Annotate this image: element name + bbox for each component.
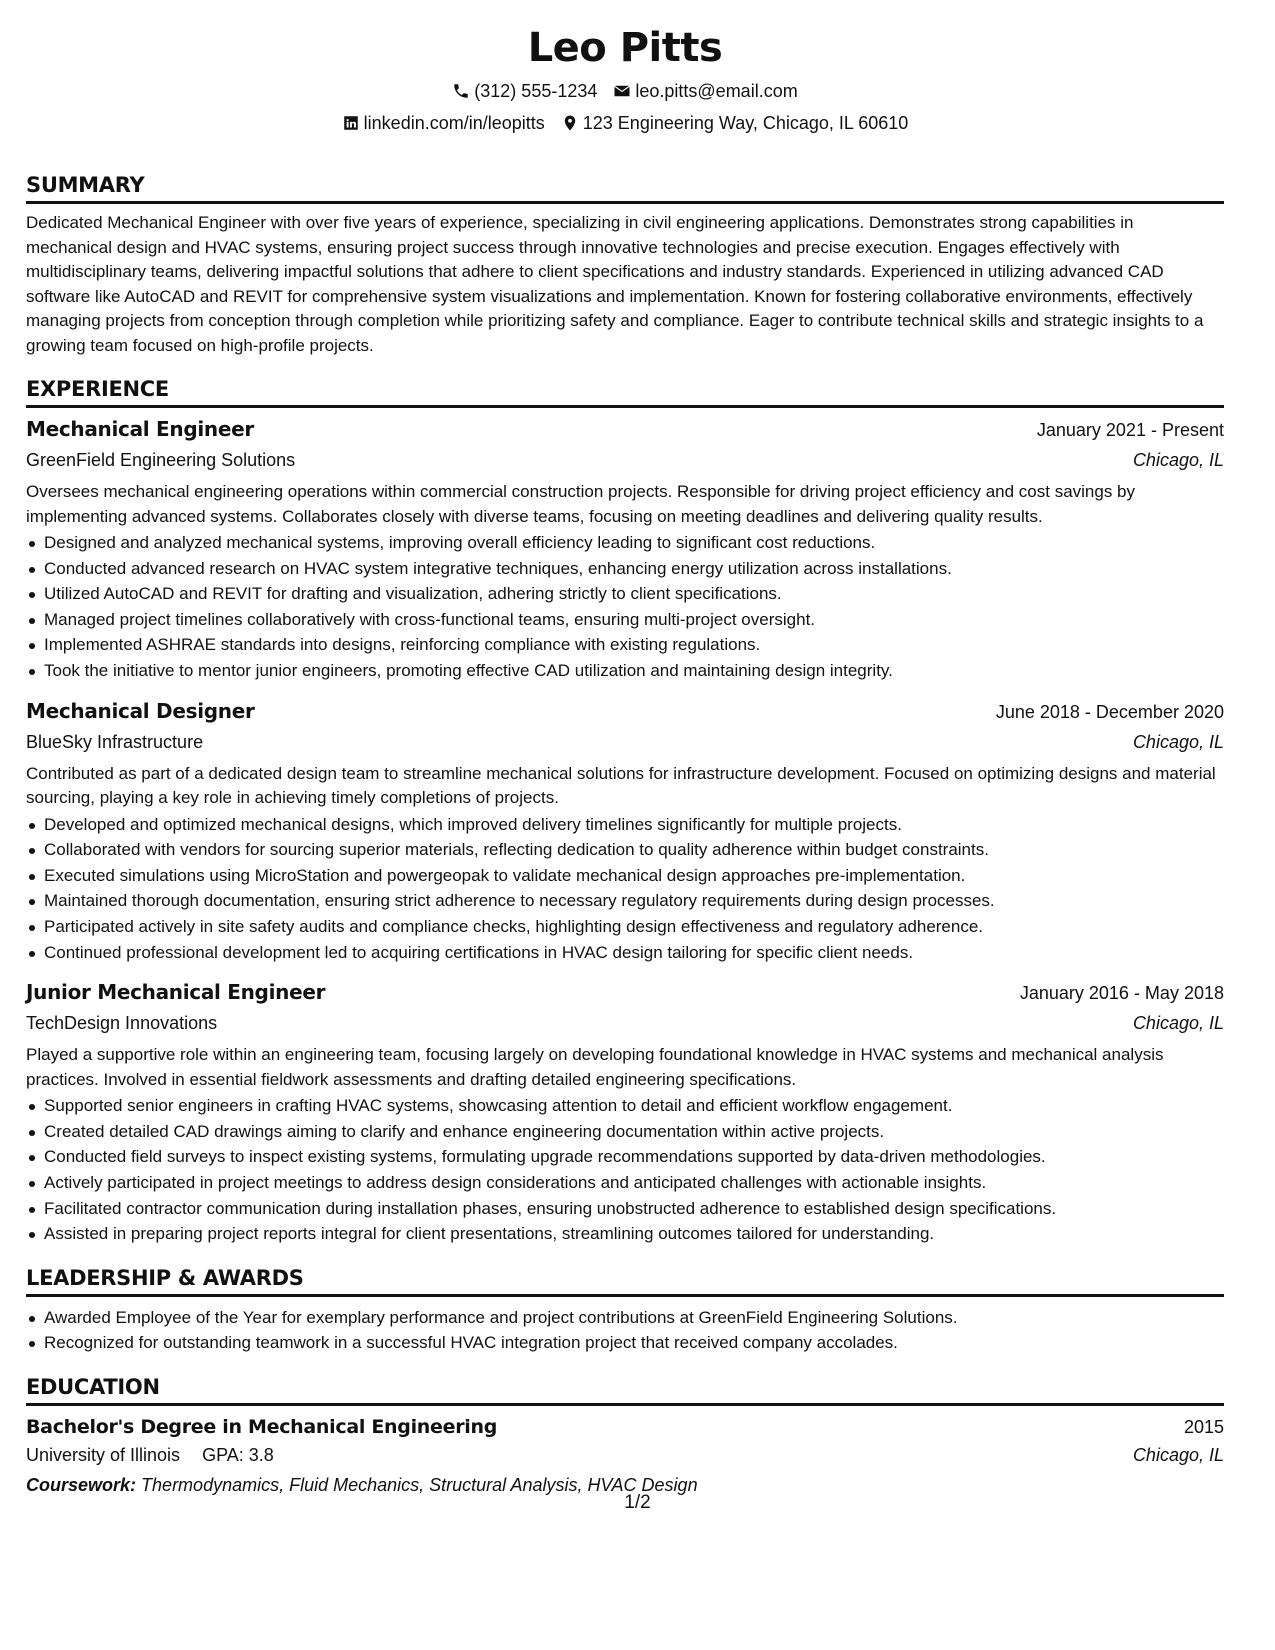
job-bullets — [26, 530, 1224, 684]
contact-row-secondary — [26, 112, 1224, 134]
job-location: Chicago, IL — [1132, 731, 1224, 752]
page-number: 1/2 — [624, 1492, 651, 1513]
job-description: Played a supportive role within an engineering team, focusing largely on developing foundational knowledge in HVAC systems and mechanical analysis practices. Involved in essential fieldwork assessments and drafting detailed engineering specifications. — [26, 1045, 1164, 1089]
leadership-heading: LEADERSHIP & AWARDS — [26, 1265, 1224, 1297]
list-item: Created detailed CAD drawings aiming to clarify and enhance engineering documentation within active projects. — [26, 1119, 1224, 1145]
degree-title: Bachelor's Degree in Mechanical Engineering — [26, 1415, 498, 1438]
job-company: GreenField Engineering Solutions — [26, 450, 296, 470]
list-item: Facilitated contractor communication during installation phases, ensuring unobstructed adherence to established design specifications. — [26, 1196, 1224, 1222]
linkedin-text: linkedin.com/in/leopitts — [363, 113, 545, 133]
school-name: University of Illinois — [26, 1444, 181, 1465]
list-item: Recognized for outstanding teamwork in a successful HVAC integration project that received company accolades. — [26, 1330, 1224, 1356]
job-header — [26, 698, 1224, 725]
job-subheader — [26, 1006, 1224, 1036]
phone-text: (312) 555-1234 — [474, 81, 598, 101]
job-company: BlueSky Infrastructure — [26, 731, 204, 752]
list-item: Designed and analyzed mechanical systems, improving overall efficiency leading to significant cost reductions. — [26, 530, 1224, 556]
education-header — [26, 1414, 1224, 1440]
list-item: Conducted field surveys to inspect existing systems, formulating upgrade recommendations supported by data-driven methodologies. — [26, 1144, 1224, 1170]
list-item: Took the initiative to mentor junior engineers, promoting effective CAD utilization and maintaining design integrity. — [26, 658, 1224, 684]
leadership-section — [26, 1265, 1224, 1356]
graduation-year: 2015 — [1183, 1416, 1224, 1437]
address-text: 123 Engineering Way, Chicago, IL 60610 — [582, 113, 909, 133]
summary-heading: SUMMARY — [26, 172, 1224, 204]
list-item: Supported senior engineers in crafting HVAC systems, showcasing attention to detail and efficient workflow engagement. — [26, 1093, 1224, 1119]
linkedin-icon — [342, 114, 360, 132]
job-bullets — [26, 1093, 1224, 1247]
map-marker-icon — [561, 114, 579, 132]
job-location: Chicago, IL — [1132, 1013, 1224, 1034]
experience-section — [26, 376, 1224, 1247]
list-item: Conducted advanced research on HVAC system integrative techniques, enhancing energy utilization across installations. — [26, 556, 1224, 582]
job-header — [26, 416, 1224, 443]
phone-icon — [452, 82, 470, 100]
list-item: Utilized AutoCAD and REVIT for drafting and visualization, adhering strictly to client specifications. — [26, 581, 1224, 607]
job-title: Junior Mechanical Engineer — [26, 980, 326, 1005]
candidate-name: Leo Pitts — [527, 25, 723, 71]
coursework-label: Coursework: — [26, 1474, 137, 1495]
job-description: Contributed as part of a dedicated design team to streamline mechanical solutions for infrastructure development. Focused on optimizing designs and material sourcing, playing a key role in achieving timely completions of projects. — [26, 763, 1216, 808]
job-header — [26, 979, 1224, 1006]
job-company: TechDesign Innovations — [26, 1013, 218, 1034]
list-item: Implemented ASHRAE standards into designs, reinforcing compliance with existing regulations. — [26, 632, 1224, 658]
list-item: Continued professional development led to acquiring certifications in HVAC design tailoring for specific client needs. — [26, 940, 1224, 966]
summary-section — [26, 172, 1224, 358]
contact-linkedin[interactable] — [342, 112, 545, 134]
job-subheader — [26, 443, 1224, 473]
list-item: Developed and optimized mechanical designs, which improved delivery timelines significantly for multiple projects. — [26, 812, 1224, 838]
education-heading: EDUCATION — [26, 1374, 1224, 1406]
job-entry — [26, 416, 1224, 684]
list-item: Participated actively in site safety audits and compliance checks, highlighting design effectiveness and regulatory adherence. — [26, 914, 1224, 940]
coursework-list: Thermodynamics, Fluid Mechanics, Structural Analysis, HVAC Design — [141, 1474, 698, 1495]
gpa: GPA: 3.8 — [202, 1444, 274, 1465]
contact-phone — [452, 80, 597, 102]
envelope-icon — [613, 82, 631, 100]
job-dates: January 2016 - May 2018 — [1019, 983, 1224, 1004]
job-subheader — [26, 725, 1224, 755]
contact-address — [561, 112, 909, 134]
email-text: leo.pitts@email.com — [635, 81, 798, 101]
school-location: Chicago, IL — [1132, 1444, 1224, 1465]
leadership-bullets — [26, 1305, 1224, 1356]
list-item: Managed project timelines collaboratively with cross-functional teams, ensuring multi-project oversight. — [26, 607, 1224, 633]
school-info — [26, 1442, 274, 1468]
summary-text: Dedicated Mechanical Engineer with over five years of experience, specializing in civil engineering applications. Demonstrates strong capabilities in mechanical design and HVAC systems, ensuring project success through innovative technologies and precise execution. Engages effectively with multidisciplinary teams, delivering impactful solutions that adhere to client specifications and industry standards. Experienced in utilizing advanced CAD software like AutoCAD and REVIT for comprehensive system visualizations and implementation. Known for fostering collaborative environments, effectively managing projects from conception through completion while prioritizing safety and compliance. Eager to contribute technical skills and strategic insights to a growing team focused on high-profile projects. — [26, 213, 1204, 355]
education-section — [26, 1374, 1224, 1498]
contact-email[interactable] — [613, 80, 797, 102]
education-subheader — [26, 1440, 1224, 1468]
list-item: Actively participated in project meetings to address design considerations and anticipated challenges with actionable insights. — [26, 1170, 1224, 1196]
list-item: Assisted in preparing project reports integral for client presentations, streamlining outcomes tailored for understanding. — [26, 1221, 1224, 1247]
job-entry — [26, 698, 1224, 966]
job-bullets — [26, 812, 1224, 966]
job-title: Mechanical Engineer — [26, 417, 254, 441]
experience-heading: EXPERIENCE — [26, 376, 1224, 408]
job-dates: January 2021 - Present — [1036, 420, 1224, 440]
contact-row-primary — [26, 80, 1224, 102]
list-item: Collaborated with vendors for sourcing superior materials, reflecting dedication to quality adherence within budget constraints. — [26, 837, 1224, 863]
job-title: Mechanical Designer — [26, 698, 255, 723]
job-location: Chicago, IL — [1132, 450, 1224, 470]
list-item: Maintained thorough documentation, ensuring strict adherence to necessary regulatory requirements during design processes. — [26, 888, 1224, 914]
list-item: Executed simulations using MicroStation and powergeopak to validate mechanical design approaches pre-implementation. — [26, 863, 1224, 889]
list-item: Awarded Employee of the Year for exemplary performance and project contributions at GreenField Engineering Solutions. — [26, 1305, 1224, 1331]
job-dates: June 2018 - December 2020 — [995, 701, 1224, 722]
job-entry — [26, 979, 1224, 1247]
job-description: Oversees mechanical engineering operations within commercial construction projects. Responsible for driving project efficiency and cost savings by implementing advanced systems. Collaborates closely with diverse teams, focusing on meeting deadlines and delivering quality results. — [26, 482, 1136, 526]
